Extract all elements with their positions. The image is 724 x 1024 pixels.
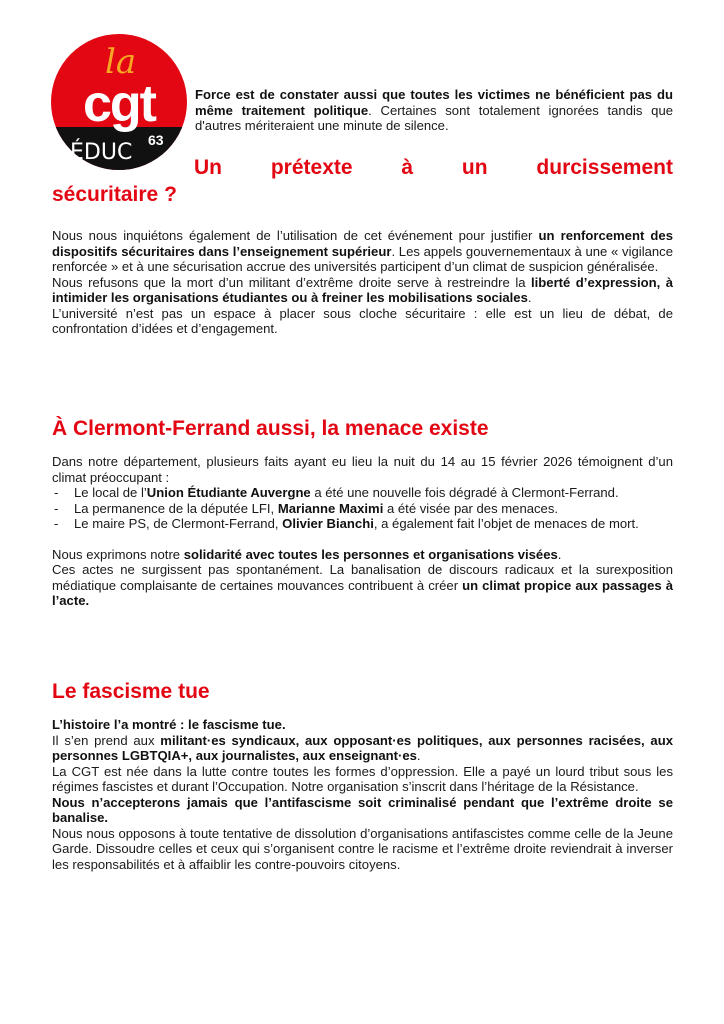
logo-la-text: la xyxy=(105,42,137,82)
paragraph: Nous nous opposons à toute tentative de dissolution d’organisations antifascistes comme celle de la Jeune Garde. Dissoudre celles et ceux qui s’organisent contre le racisme et l’extrême droite reviendrait à inverser les responsabilités et à affaiblir les contre-pouvoirs citoyens. xyxy=(52,825,673,872)
text: . xyxy=(416,748,421,763)
text: Il s’en prend aux xyxy=(52,732,161,748)
text: Le local de l’ xyxy=(74,485,147,500)
bold-paragraph: Nous n’accepterons jamais que l’antifascisme soit criminalisé pendant que l’extrême droite se banalise. xyxy=(52,794,673,825)
bold-text: un climat propice aux passages à l’acte. xyxy=(52,577,673,608)
lead-sentence: L’histoire l’a montré : le fascisme tue. xyxy=(52,717,286,732)
paragraph xyxy=(52,733,673,764)
heading-word: un xyxy=(461,156,488,179)
text: , a également fait l’objet de menaces de mort. xyxy=(373,516,639,531)
bold-text: liberté d’expression, à intimider les organisations étudiantes ou à freiner les mobilisations sociales xyxy=(52,274,673,305)
intro-text: . Certaines sont totalement ignorées tandis que d'autres mériteraient une minute de silence. xyxy=(195,102,674,133)
text: . Les appels gouvernementaux à une « vigilance renforcée » et à une sécurisation accrue des universités participent d’un climat de suspicion généralisée. xyxy=(52,243,673,274)
heading-word: prétexte xyxy=(270,156,353,179)
paragraph xyxy=(52,547,673,563)
text: a été visée par des menaces. xyxy=(383,500,559,516)
text: Ces actes ne surgissent pas spontanément. La banalisation de discours radicaux et la surexposition médiatique complaisante de certaines mouvances contribuent à créer xyxy=(52,562,673,593)
heading-word: Un xyxy=(194,156,222,179)
paragraph xyxy=(52,228,673,275)
text: Le maire PS, de Clermont-Ferrand, xyxy=(74,516,283,531)
bold-text: un renforcement des dispositifs sécuritaires dans l’enseignement supérieur xyxy=(52,228,673,259)
bold-text: Marianne Maximi xyxy=(277,500,384,516)
list-item xyxy=(52,501,673,517)
text: Nous exprimons notre xyxy=(52,546,184,562)
paragraph xyxy=(52,562,673,609)
text: a été une nouvelle fois dégradé à Clermont-Ferrand. xyxy=(310,485,619,500)
list-item xyxy=(52,516,673,532)
incident-list xyxy=(52,485,673,532)
text: Nous refusons que la mort d’un militant d’extrême droite serve à restreindre la xyxy=(52,274,532,290)
heading-line2: sécuritaire ? xyxy=(52,183,177,206)
section-securitaire-heading xyxy=(52,154,673,208)
logo-cgt-text: cgt xyxy=(83,75,155,133)
text: La permanence de la députée LFI, xyxy=(74,500,278,516)
logo-dept-number: 63 xyxy=(148,132,164,148)
intro-paragraph xyxy=(195,87,673,134)
section-clermont-heading: À Clermont-Ferrand aussi, la menace existe xyxy=(52,417,489,440)
paragraph: La CGT est née dans la lutte contre toutes les formes d’oppression. Elle a payé un lourd tribut sous les régimes fascistes et durant l’Occupation. Notre organisation s’inscrit dans l’héritage de la Résistance. xyxy=(52,763,673,794)
section-securitaire-body xyxy=(52,228,673,337)
bold-text: Olivier Bianchi xyxy=(282,516,374,531)
cgt-educ63-logo xyxy=(50,33,188,171)
text: . xyxy=(527,290,532,305)
heading-word: à xyxy=(401,156,414,179)
bold-text: militant·es syndicaux, aux opposant·es politiques, aux personnes racisées, aux personnes LGBTQIA+, aux journalistes, aux enseignant·es xyxy=(52,732,673,763)
text: Nous nous inquiétons également de l’utilisation de cet événement pour justifier xyxy=(52,228,539,243)
section-fascisme-heading: Le fascisme tue xyxy=(52,680,210,703)
text: . xyxy=(557,546,562,562)
section-fascisme xyxy=(52,678,673,872)
intro-bold-text: Force est de constater aussi que toutes les victimes ne bénéficient pas du même traitement politique xyxy=(195,87,673,118)
bold-text: solidarité avec toutes les personnes et organisations visées xyxy=(183,546,558,562)
bold-text: Union Étudiante Auvergne xyxy=(146,485,311,500)
logo-graphic xyxy=(50,33,188,171)
paragraph: Dans notre département, plusieurs faits ayant eu lieu la nuit du 14 au 15 février 2026 témoignent d’un climat préoccupant : xyxy=(52,454,673,485)
logo-educ-text: ÉDUC xyxy=(70,140,133,165)
section-clermont xyxy=(52,415,673,609)
heading-word: durcissement xyxy=(536,156,673,179)
list-item xyxy=(52,485,673,501)
paragraph xyxy=(52,275,673,306)
paragraph: L’université n’est pas un espace à placer sous cloche sécuritaire : elle est un lieu de débat, de confrontation d’idées et d’engagement. xyxy=(52,305,673,336)
